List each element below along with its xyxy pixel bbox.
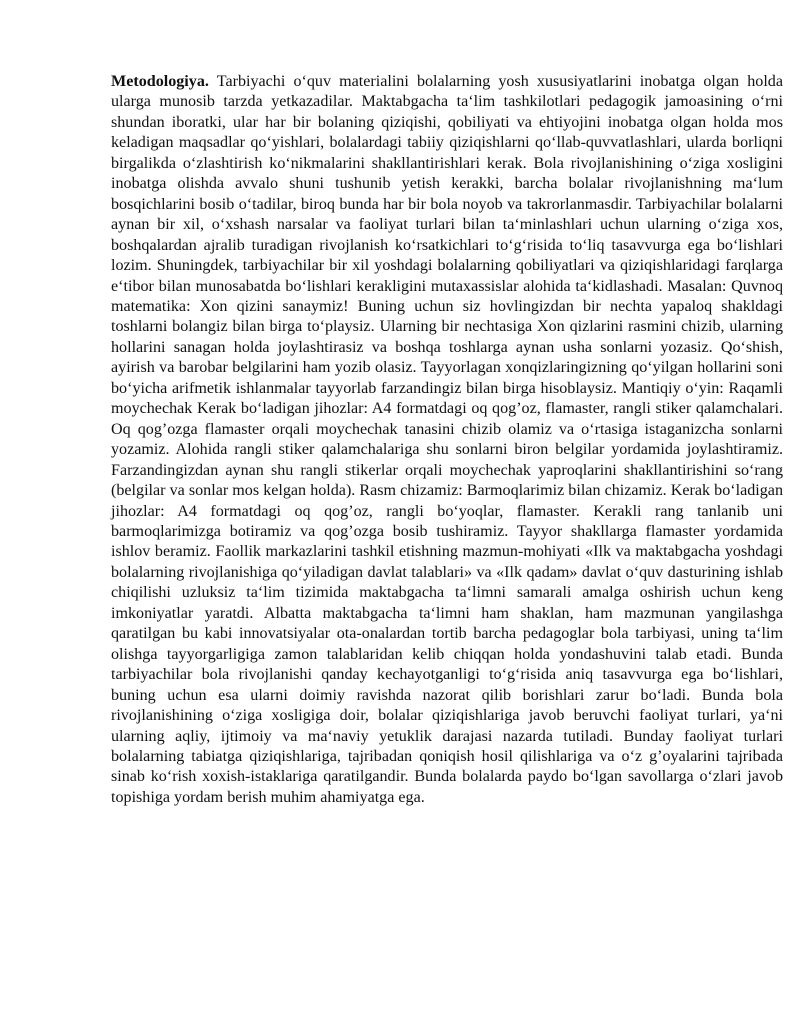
section-heading: Metodologiya. <box>111 73 209 90</box>
paragraph-body: Tarbiyachi o‘quv materialini bolalarning yosh xususiyatlarini inobatga olgan holda ularga munosib tarzda yetkazadilar. Maktabgacha ta‘lim tashkilotlari pedagogik jamoasining o‘rni shundan iboratki, ular har bir bolaning qiziqishi, qobiliyati va ehtiyojini inobatga olgan holda mos keladigan maqsadlar qo‘yishlari, bolalardagi tabiiy qiziqishlarni qo‘llab-quvvatlashlari, ularda borliqni birgalikda o‘zlashtirish ko‘nikmalarini shakllantirishlari kerak. Bola rivojlanishining o‘ziga xosligini inobatga olishda avvalo shuni tushunib yetish kerakki, barcha bolalar rivojlanishning ma‘lum bosqichlarini bosib o‘tadilar, biroq bunda har bir bola noyob va takrorlanmasdir. Tarbiyachilar bolalarni aynan bir xil, o‘xshash narsalar va faoliyat turlari bilan ta‘minlashlari uchun ularning o‘ziga xos, boshqalardan ajralib turadigan rivojlanish ko‘rsatkichlari to‘g‘risida to‘liq tasavvurga ega bo‘lishlari lozim. Shuningdek, tarbiyachilar bir xil yoshdagi bolalarning qobiliyatlari va qiziqishlaridagi farqlarga e‘tibor bilan munosabatda bo‘lishlari kerakligini mutaxassislar alohida ta‘kidlashadi. Masalan: Quvnoq matematika: Xon qizini sanaymiz! Buning uchun siz hovlingizdan bir nechta yapaloq shakldagi toshlarni bolangiz bilan birga to‘playsiz. Ularning bir nechtasiga Xon qizlarini rasmini chizib, ularning hollarini sanagan holda joylashtirasiz va boshqa toshlarga aynan usha sonlarni yozasiz. Qo‘shish, ayirish va barobar belgilarini ham yozib olasiz. Tayyorlagan xonqizlaringizning qo‘yilgan hollarini soni bo‘yicha arifmetik ishlanmalar tayyorlab farzandingiz bilan birga hisoblaysiz. Mantiqiy o‘yin: Raqamli moychechak Kerak bo‘ladigan jihozlar: A4 formatdagi oq qog’oz, flamaster, rangli stiker qalamchalari. Oq qog’ozga flamaster orqali moychechak tanasini chizib olamiz va o‘rtasiga istaganizcha sonlarni yozamiz. Alohida rangli stiker qalamchalariga shu sonlarni biron belgilar yordamida joylashtiramiz. Farzandingizdan aynan shu rangli stikerlar orqali moychechak yaproqlarini shakllantirishini so‘rang (belgilar va sonlar mos kelgan holda). Rasm chizamiz: Barmoqlarimiz bilan chizamiz. Kerak bo‘ladigan jihozlar: A4 formatdagi oq qog’oz, rangli bo‘yoqlar, flamaster. Kerakli rang tanlanib uni barmoqlarimizga botiramiz va qog’ozga bosib tushiramiz. Tayyor shakllarga flamaster yordamida ishlov beramiz. Faollik markazlarini tashkil etishning mazmun-mohiyati «Ilk va maktabgacha yoshdagi bolalarning rivojlanishiga qo‘yiladigan davlat talablari» va «Ilk qadam» davlat o‘quv dasturining ishlab chiqilishi uzluksiz ta‘lim tizimida maktabgacha ta‘limni samarali amalga oshirish uchun keng imkoniyatlar yaratdi. Albatta maktabgacha ta‘limni ham shaklan, ham mazmunan yangilashga qaratilgan bu kabi innovatsiyalar ota-onalardan tortib barcha pedagoglar bola tarbiyasi, uning ta‘lim olishga tayyorgarligiga zamon talablaridan kelib chiqqan holda yondashuvini talab etadi. Bunda tarbiyachilar bola rivojlanishi qanday kechayotganligi to‘g‘risida aniq tasavvurga ega bo‘lishlari, buning uchun esa ularni doimiy ravishda nazorat qilib borishlari zarur bo‘ladi. Bunda bola rivojlanishining o‘ziga xosligiga doir, bolalar qiziqishlariga javob beruvchi faoliyat turlari, ya‘ni ularning aqliy, ijtimoiy va ma‘naviy yetuklik darajasi nazarda tutiladi. Bunday faoliyat turlari bolalarning tabiatga qiziqishlariga, tajribadan qoniqish hosil qilishlariga va o‘z g’oyalarini tajribada sinab ko‘rish xoxish-istaklariga qaratilgandir. Bunda bolalarda paydo bo‘lgan savollarga o‘zlari javob topishiga yordam berish muhim ahamiyatga ega. <box>111 73 783 806</box>
methodology-paragraph <box>111 72 783 808</box>
